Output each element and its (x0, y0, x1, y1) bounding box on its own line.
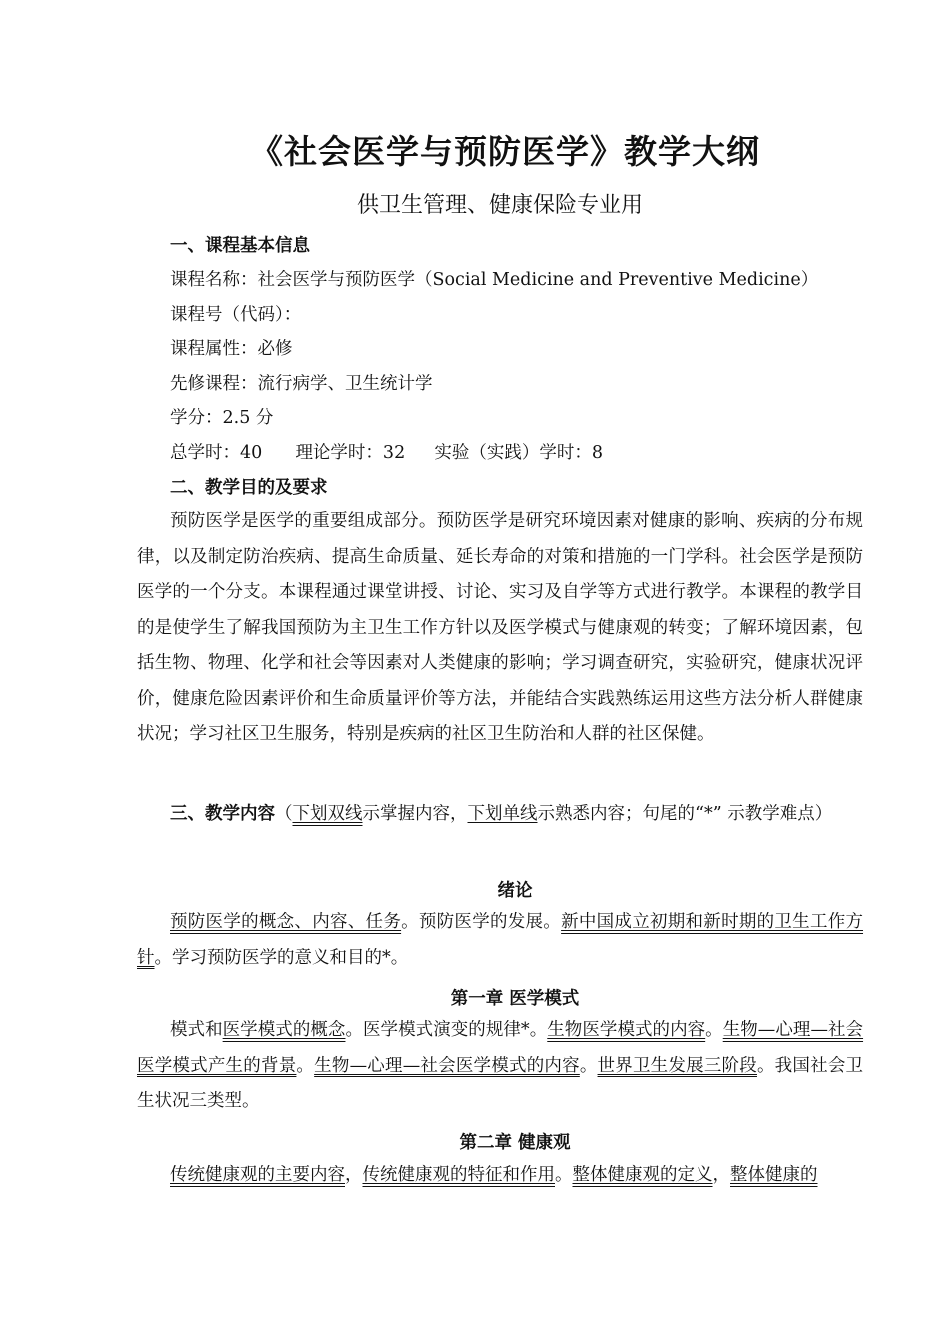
ch2-text-4: 。 (555, 1165, 573, 1185)
ch2-text-1: 传统健康观的主要内容 (170, 1165, 345, 1185)
ch1-text-10: 世界卫生发展三阶段 (597, 1055, 757, 1076)
ch1-text-11: 。我国社会卫生状况三类型。 (137, 1055, 864, 1111)
legend-single-underline: 下划单线 (467, 804, 538, 824)
ch1-text-3: 。医学模式演变的规律*。 (345, 1020, 548, 1040)
ch1-text-9: 。 (579, 1055, 598, 1076)
ch2-text-5: 整体健康观的定义 (572, 1165, 713, 1185)
legend-open: （ (275, 804, 293, 824)
ch1-text-7: 。 (296, 1055, 315, 1076)
course-name: 课程名称：社会医学与预防医学（Social Medicine and Preventive Medicine） (170, 270, 819, 290)
section2-body: 预防医学是医学的重要组成部分。预防医学是研究环境因素对健康的影响、疾病的分布规律，以及制定防治疾病、提高生命质量、延长寿命的对策和措施的一门学科。社会医学是预防医学的一个分支。本课程通过课堂讲授、讨论、实习及自学等方式进行教学。本课程的教学目的是使学生了解我国预防为主卫生工作方针以及医学模式与健康观的转变；了解环境因素，包括生物、物理、化学和社会等因素对人类健康的影响；学习调查研究，实验研究，健康状况评价，健康危险因素评价和生命质量评价等方法，并能结合实践熟练运用这些方法分析人群健康状况；学习社区卫生服务，特别是疾病的社区卫生防治和人群的社区保健。 (137, 511, 863, 744)
course-credits: 学分：2.5 分 (170, 408, 274, 428)
section3-heading-paragraph (137, 797, 863, 833)
legend-text-2: 示熟悉内容；句尾的“*” 示教学难点） (537, 804, 833, 824)
section2-heading: 二、教学目的及要求 (170, 478, 328, 498)
ch2-text-7: 整体健康的 (730, 1165, 818, 1185)
intro-text-4: 。学习预防医学的意义和目的*。 (154, 947, 409, 968)
document-title: 《社会医学与预防医学》教学大纲 (250, 132, 760, 171)
ch2-text-2: ， (345, 1165, 363, 1185)
ch1-text-5: 。 (705, 1020, 723, 1040)
hours-theory: 理论学时：32 (295, 443, 406, 463)
chapter2-paragraph (137, 1158, 863, 1194)
ch1-text-8: 生物—心理—社会医学模式的内容 (314, 1055, 580, 1076)
hours-lab: 实验（实践）学时：8 (434, 443, 604, 463)
chapter2-heading: 第二章 健康观 (459, 1133, 571, 1153)
legend-text-1: 示掌握内容， (362, 804, 468, 824)
legend-double-underline: 下划双线 (292, 804, 363, 824)
ch2-text-3: 传统健康观的特征和作用 (362, 1165, 555, 1185)
section1-heading: 一、课程基本信息 (170, 236, 310, 256)
ch1-text-2: 医学模式的概念 (222, 1020, 346, 1040)
course-code: 课程号（代码）： (170, 305, 302, 325)
ch1-text-6: 生物—心理—社会医学模式产生的背景 (137, 1020, 864, 1076)
hours-total: 总学时：40 (170, 443, 263, 463)
intro-text-1: 预防医学的概念、内容、任务 (170, 912, 402, 932)
ch1-text-4: 生物医学模式的内容 (547, 1020, 706, 1040)
course-hours (170, 439, 603, 464)
ch1-text-1: 模式和 (170, 1020, 223, 1040)
course-prerequisites: 先修课程：流行病学、卫生统计学 (170, 374, 433, 394)
intro-heading: 绪论 (497, 881, 533, 901)
ch2-text-6: ， (712, 1165, 730, 1185)
intro-text-3: 新中国成立初期和新时期的卫生工作方针 (137, 912, 864, 968)
chapter1-heading: 第一章 医学模式 (450, 989, 580, 1009)
chapter1-paragraph (137, 1013, 863, 1120)
intro-text-2: 。预防医学的发展。 (401, 912, 562, 932)
section3-heading: 三、教学内容 (170, 804, 275, 824)
course-type: 课程属性：必修 (170, 339, 293, 359)
document-subtitle: 供卫生管理、健康保险专业用 (356, 193, 643, 218)
intro-paragraph (137, 905, 863, 976)
